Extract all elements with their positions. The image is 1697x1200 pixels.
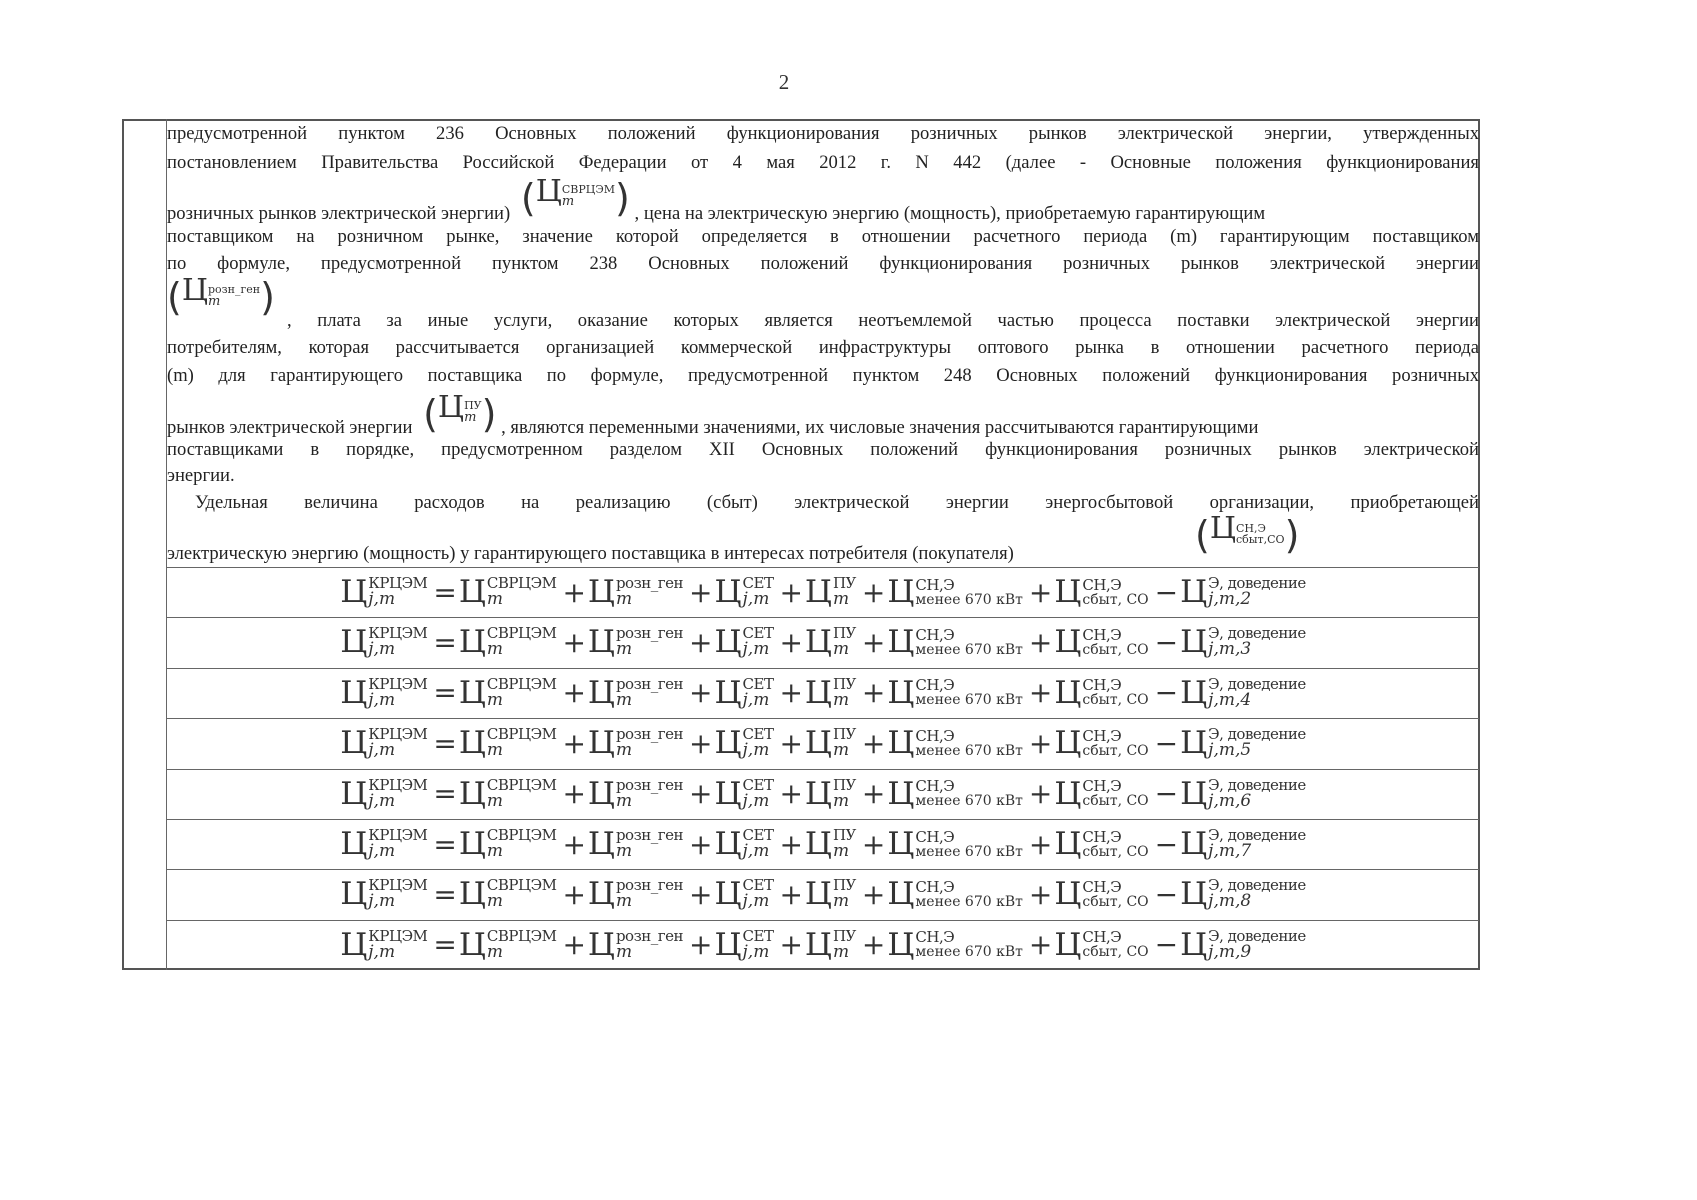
term-set-base: Ц <box>714 926 742 963</box>
term-set-sub: j,m <box>742 941 770 962</box>
term-set-base: Ц <box>714 674 742 711</box>
term-pu-sub: m <box>832 941 850 962</box>
text-line-9-part-b: , являются переменными значениями, их числовые значения рассчитываются гарантирующими <box>501 417 1259 438</box>
lhs-sub: j,m <box>368 689 396 710</box>
term-dovedenie-sup: Э, доведение <box>1208 775 1306 794</box>
plus-sign: + <box>779 777 803 811</box>
term-pu-sub: m <box>832 790 850 811</box>
term-set-sub: j,m <box>742 790 770 811</box>
plus-sign: + <box>689 575 713 609</box>
term-rozn-gen-sup: розн_ген <box>615 624 683 643</box>
lhs-base: Ц <box>340 725 368 762</box>
term-sn-670-base: Ц <box>887 826 915 862</box>
term-svrcem-base: Ц <box>458 574 486 610</box>
plus-sign: + <box>1028 625 1053 659</box>
term-pu-base: Ц <box>804 624 832 661</box>
term-rozn-gen-sub: m <box>615 790 633 811</box>
equals-sign: = <box>433 827 457 861</box>
formula-row-7 <box>167 869 1479 918</box>
term-sn-sbyt-base: Ц <box>1054 775 1082 812</box>
text-line-12: Удельная величина расходов на реализацию (сбыт) электрической энергии энергосбытовой организации, приобретающей <box>195 492 1479 513</box>
plus-sign: + <box>779 676 803 710</box>
formula <box>340 675 1306 711</box>
text-line-3-part-b: , цена на электрическую энергию (мощность), приобретаемую гарантирующим <box>634 203 1266 224</box>
formula-row-5 <box>167 769 1479 818</box>
lhs-sup: КРЦЭМ <box>368 775 428 794</box>
plus-sign: + <box>689 625 713 659</box>
term-svrcem-base: Ц <box>458 775 486 812</box>
term-dovedenie-base: Ц <box>1180 876 1208 913</box>
term-pu-sub: m <box>832 589 850 609</box>
term-dovedenie-sub: j,m,8 <box>1208 891 1252 912</box>
term-set-sup: СЕТ <box>742 725 774 744</box>
term-set-base: Ц <box>714 826 742 862</box>
explanatory-text-cell <box>167 121 1479 567</box>
minus-sign: − <box>1154 827 1179 861</box>
lhs-sup: КРЦЭМ <box>368 624 428 643</box>
term-svrcem-base: Ц <box>458 624 486 661</box>
term-pu-sup: ПУ <box>832 574 856 592</box>
term-pu-sup: ПУ <box>832 775 856 794</box>
term-rozn-gen-sup: розн_ген <box>615 926 683 945</box>
term-set-base: Ц <box>714 624 742 661</box>
term-sn-sbyt-sup: СН,Э <box>1082 676 1122 695</box>
plus-sign: + <box>562 777 586 811</box>
term-svrcem-base: Ц <box>458 826 486 862</box>
plus-sign: + <box>1028 777 1053 811</box>
lhs-sup: КРЦЭМ <box>368 725 428 744</box>
term-rozn-gen-sub: m <box>615 589 633 609</box>
plus-sign: + <box>779 575 803 609</box>
plus-sign: + <box>1028 928 1053 962</box>
term-pu-base: Ц <box>804 725 832 762</box>
lhs-base: Ц <box>340 826 368 862</box>
plus-sign: + <box>779 877 803 911</box>
term-sn-670-sub: менее 670 кВт <box>915 742 1023 759</box>
formula <box>340 826 1306 862</box>
term-rozn-gen-sup: розн_ген <box>615 674 683 693</box>
term-dovedenie-sub: j,m,7 <box>1208 841 1252 861</box>
plus-sign: + <box>562 676 586 710</box>
minus-sign: − <box>1154 877 1179 911</box>
plus-sign: + <box>689 928 713 962</box>
minus-sign: − <box>1154 777 1179 811</box>
term-rozn-gen-sup: розн_ген <box>615 826 683 844</box>
equals-sign: = <box>433 676 457 710</box>
term-pu-base: Ц <box>804 574 832 610</box>
text-line-10: поставщиками в порядке, предусмотренном разделом XII Основных положений функционирования розничных рынков электрической <box>167 439 1479 460</box>
term-set-sub: j,m <box>742 589 770 609</box>
term-set-sup: СЕТ <box>742 826 774 844</box>
term-sn-670-sup: СН,Э <box>915 777 955 796</box>
lhs-sup: КРЦЭМ <box>368 574 428 592</box>
term-set-sup: СЕТ <box>742 674 774 693</box>
term-set-sup: СЕТ <box>742 876 774 895</box>
term-sn-sbyt-base: Ц <box>1054 574 1082 610</box>
plus-sign: + <box>689 676 713 710</box>
term-sn-670-base: Ц <box>887 674 915 711</box>
plus-sign: + <box>779 625 803 659</box>
term-rozn-gen-sup: розн_ген <box>615 574 683 592</box>
plus-sign: + <box>861 575 886 609</box>
term-rozn-gen-sub: m <box>615 891 633 912</box>
term-rozn-gen-sup: розн_ген <box>615 725 683 744</box>
plus-sign: + <box>779 928 803 962</box>
term-sn-670-base: Ц <box>887 775 915 812</box>
term-dovedenie-sub: j,m,3 <box>1208 639 1252 660</box>
lhs-sub: j,m <box>368 589 396 609</box>
text-line-11: энергии. <box>167 465 235 486</box>
term-set-sub: j,m <box>742 639 770 660</box>
plus-sign: + <box>562 877 586 911</box>
lhs-base: Ц <box>340 876 368 913</box>
term-dovedenie-sub: j,m,4 <box>1208 689 1252 710</box>
term-dovedenie-sup: Э, доведение <box>1208 826 1306 844</box>
plus-sign: + <box>861 625 886 659</box>
term-pu-base: Ц <box>804 826 832 862</box>
term-set-base: Ц <box>714 775 742 812</box>
term-sn-670-sub: менее 670 кВт <box>915 893 1023 910</box>
text-line-7: потребителям, которая рассчитывается организацией коммерческой инфраструктуры оптового рынка в отношении расчетного периода <box>167 337 1479 358</box>
term-svrcem-sup: СВРЦЭМ <box>486 826 557 844</box>
plus-sign: + <box>562 726 586 760</box>
term-svrcem-base: Ц <box>458 674 486 711</box>
term-svrcem-sub: m <box>486 740 504 761</box>
term-dovedenie-base: Ц <box>1180 624 1208 661</box>
term-rozn-gen-base: Ц <box>587 775 615 812</box>
term-sn-670-sub: менее 670 кВт <box>915 944 1023 961</box>
term-sn-sbyt-sup: СН,Э <box>1082 625 1122 644</box>
term-sn-sbyt-base: Ц <box>1054 876 1082 913</box>
term-sn-670-sup: СН,Э <box>915 726 955 745</box>
term-pu-sub: m <box>832 841 850 861</box>
term-sn-670-base: Ц <box>887 926 915 963</box>
plus-sign: + <box>562 928 586 962</box>
term-dovedenie-sup: Э, доведение <box>1208 725 1306 744</box>
term-rozn-gen-sub: m <box>615 689 633 710</box>
plus-sign: + <box>861 726 886 760</box>
term-svrcem-sup: СВРЦЭМ <box>486 574 557 592</box>
term-sn-sbyt-sup: СН,Э <box>1082 877 1122 896</box>
term-pu-sub: m <box>832 639 850 660</box>
equals-sign: = <box>433 877 457 911</box>
text-line-2: постановлением Правительства Российской Федерации от 4 мая 2012 г. N 442 (далее - Основные положения функционирования <box>167 152 1479 173</box>
term-sn-sbyt-base: Ц <box>1054 725 1082 762</box>
term-pu-sup: ПУ <box>832 826 856 844</box>
term-sn-670-base: Ц <box>887 624 915 661</box>
equals-sign: = <box>433 726 457 760</box>
term-sn-sbyt-sub: сбыт, СО <box>1082 793 1149 810</box>
lhs-sub: j,m <box>368 891 396 912</box>
term-dovedenie-sub: j,m,6 <box>1208 790 1252 811</box>
lhs-base: Ц <box>340 775 368 812</box>
term-svrcem-sub: m <box>486 639 504 660</box>
term-set-sup: СЕТ <box>742 775 774 794</box>
term-svrcem-sub: m <box>486 689 504 710</box>
lhs-sub: j,m <box>368 941 396 962</box>
lhs-sup: КРЦЭМ <box>368 674 428 693</box>
term-rozn-gen-base: Ц <box>587 574 615 610</box>
term-dovedenie-sub: j,m,9 <box>1208 941 1252 962</box>
page-number: 2 <box>778 70 790 94</box>
term-dovedenie-sup: Э, доведение <box>1208 674 1306 693</box>
term-sn-sbyt-sup: СН,Э <box>1082 827 1122 846</box>
equals-sign: = <box>433 575 457 609</box>
plus-sign: + <box>689 777 713 811</box>
term-sn-sbyt-base: Ц <box>1054 624 1082 661</box>
term-set-sub: j,m <box>742 689 770 710</box>
term-pu-base: Ц <box>804 876 832 913</box>
term-svrcem-sup: СВРЦЭМ <box>486 674 557 693</box>
term-set-base: Ц <box>714 876 742 913</box>
term-sn-sbyt-sub: сбыт, СО <box>1082 843 1149 860</box>
lhs-sup: КРЦЭМ <box>368 826 428 844</box>
formula <box>340 574 1306 610</box>
term-pu-sup: ПУ <box>832 674 856 693</box>
term-set-sub: j,m <box>742 891 770 912</box>
term-sn-sbyt-sub: сбыт, СО <box>1082 893 1149 910</box>
term-set-sup: СЕТ <box>742 926 774 945</box>
formula <box>340 776 1306 812</box>
lhs-base: Ц <box>340 574 368 610</box>
term-svrcem-sup: СВРЦЭМ <box>486 725 557 744</box>
formula-row-1 <box>167 567 1479 616</box>
term-sn-sbyt-sub: сбыт, СО <box>1082 944 1149 961</box>
term-pu-base: Ц <box>804 775 832 812</box>
formula <box>340 725 1306 761</box>
term-set-sub: j,m <box>742 841 770 861</box>
lhs-sub: j,m <box>368 639 396 660</box>
term-sn-sbyt-sup: СН,Э <box>1082 726 1122 745</box>
lhs-sup: КРЦЭМ <box>368 876 428 895</box>
term-set-sup: СЕТ <box>742 574 774 592</box>
term-svrcem-sub: m <box>486 790 504 811</box>
minus-sign: − <box>1154 726 1179 760</box>
term-dovedenie-sub: j,m,5 <box>1208 740 1252 761</box>
term-sn-sbyt-base: Ц <box>1054 674 1082 711</box>
term-svrcem-base: Ц <box>458 876 486 913</box>
equals-sign: = <box>433 625 457 659</box>
term-pu-sup: ПУ <box>832 725 856 744</box>
term-svrcem-sub: m <box>486 941 504 962</box>
term-set-sub: j,m <box>742 740 770 761</box>
formula-row-8 <box>167 920 1479 969</box>
term-rozn-gen-base: Ц <box>587 876 615 913</box>
text-line-4: поставщиком на розничном рынке, значение которой определяется в отношении расчетного периода (m) гарантирующим поставщиком <box>167 226 1479 247</box>
term-dovedenie-base: Ц <box>1180 926 1208 963</box>
term-pu-sup: ПУ <box>832 624 856 643</box>
term-sn-sbyt-sup: СН,Э <box>1082 777 1122 796</box>
plus-sign: + <box>779 726 803 760</box>
formula <box>340 624 1306 660</box>
term-svrcem-base: Ц <box>458 725 486 762</box>
inline-symbol-sn-sbyt: (Ц СН,Э сбыт,СО ) <box>1195 511 1300 557</box>
formula <box>340 876 1306 912</box>
term-sn-sbyt-base: Ц <box>1054 826 1082 862</box>
term-sn-sbyt-sup: СН,Э <box>1082 575 1122 594</box>
term-pu-sub: m <box>832 689 850 710</box>
term-sn-670-sup: СН,Э <box>915 928 955 947</box>
term-dovedenie-sup: Э, доведение <box>1208 926 1306 945</box>
term-sn-670-sub: менее 670 кВт <box>915 843 1023 860</box>
minus-sign: − <box>1154 625 1179 659</box>
term-dovedenie-base: Ц <box>1180 674 1208 711</box>
term-dovedenie-base: Ц <box>1180 574 1208 610</box>
lhs-base: Ц <box>340 926 368 963</box>
term-rozn-gen-base: Ц <box>587 826 615 862</box>
term-sn-670-sub: менее 670 кВт <box>915 591 1023 608</box>
term-rozn-gen-base: Ц <box>587 725 615 762</box>
inline-symbol-pu: (Ц ПУ m ) <box>423 390 497 436</box>
term-rozn-gen-sub: m <box>615 740 633 761</box>
equals-sign: = <box>433 777 457 811</box>
term-rozn-gen-sub: m <box>615 941 633 962</box>
formula-row-3 <box>167 668 1479 717</box>
formula-row-4 <box>167 718 1479 767</box>
plus-sign: + <box>861 928 886 962</box>
term-dovedenie-base: Ц <box>1180 775 1208 812</box>
plus-sign: + <box>562 575 586 609</box>
plus-sign: + <box>689 827 713 861</box>
lhs-sub: j,m <box>368 740 396 761</box>
term-rozn-gen-sup: розн_ген <box>615 775 683 794</box>
plus-sign: + <box>779 827 803 861</box>
plus-sign: + <box>861 676 886 710</box>
lhs-sub: j,m <box>368 790 396 811</box>
term-sn-670-sup: СН,Э <box>915 575 955 594</box>
plus-sign: + <box>689 726 713 760</box>
term-pu-sup: ПУ <box>832 926 856 945</box>
plus-sign: + <box>1028 676 1053 710</box>
term-dovedenie-base: Ц <box>1180 725 1208 762</box>
term-dovedenie-sub: j,m,2 <box>1208 589 1252 609</box>
text-line-1: предусмотренной пунктом 236 Основных положений функционирования розничных рынков электрической энергии, утвержденных <box>167 123 1479 144</box>
term-sn-670-sup: СН,Э <box>915 625 955 644</box>
term-svrcem-sub: m <box>486 589 504 609</box>
term-dovedenie-sup: Э, доведение <box>1208 624 1306 643</box>
term-pu-base: Ц <box>804 674 832 711</box>
term-sn-670-base: Ц <box>887 725 915 762</box>
plus-sign: + <box>562 827 586 861</box>
plus-sign: + <box>1028 726 1053 760</box>
plus-sign: + <box>861 827 886 861</box>
term-dovedenie-base: Ц <box>1180 826 1208 862</box>
plus-sign: + <box>1028 575 1053 609</box>
term-sn-sbyt-sub: сбыт, СО <box>1082 742 1149 759</box>
term-sn-sbyt-sub: сбыт, СО <box>1082 641 1149 658</box>
term-svrcem-sub: m <box>486 841 504 861</box>
term-svrcem-sub: m <box>486 891 504 912</box>
term-set-base: Ц <box>714 725 742 762</box>
lhs-base: Ц <box>340 624 368 661</box>
lhs-sup: КРЦЭМ <box>368 926 428 945</box>
term-rozn-gen-base: Ц <box>587 926 615 963</box>
term-sn-670-sub: менее 670 кВт <box>915 641 1023 658</box>
term-sn-sbyt-sub: сбыт, СО <box>1082 692 1149 709</box>
term-set-sup: СЕТ <box>742 624 774 643</box>
term-sn-sbyt-sup: СН,Э <box>1082 928 1122 947</box>
text-line-3-part-a: розничных рынков электрической энергии) <box>167 203 511 224</box>
plus-sign: + <box>861 777 886 811</box>
term-sn-670-sup: СН,Э <box>915 676 955 695</box>
term-rozn-gen-sup: розн_ген <box>615 876 683 895</box>
plus-sign: + <box>861 877 886 911</box>
plus-sign: + <box>1028 877 1053 911</box>
term-svrcem-sup: СВРЦЭМ <box>486 624 557 643</box>
plus-sign: + <box>562 625 586 659</box>
term-sn-670-base: Ц <box>887 574 915 610</box>
term-set-base: Ц <box>714 574 742 610</box>
plus-sign: + <box>1028 827 1053 861</box>
term-rozn-gen-sub: m <box>615 841 633 861</box>
term-sn-670-sup: СН,Э <box>915 827 955 846</box>
text-line-8: (m) для гарантирующего поставщика по формуле, предусмотренной пунктом 248 Основных положений функционирования розничных <box>167 365 1479 386</box>
term-sn-sbyt-sub: сбыт, СО <box>1082 591 1149 608</box>
term-sn-670-sub: менее 670 кВт <box>915 793 1023 810</box>
term-svrcem-sup: СВРЦЭМ <box>486 876 557 895</box>
term-sn-sbyt-base: Ц <box>1054 926 1082 963</box>
term-sn-670-base: Ц <box>887 876 915 913</box>
lhs-sub: j,m <box>368 841 396 861</box>
term-pu-base: Ц <box>804 926 832 963</box>
formula <box>340 927 1306 963</box>
term-pu-sub: m <box>832 891 850 912</box>
term-svrcem-sup: СВРЦЭМ <box>486 775 557 794</box>
text-line-13: электрическую энергию (мощность) у гарантирующего поставщика в интересах потребителя (покупателя) <box>167 543 1014 564</box>
text-line-6: , плата за иные услуги, оказание которых является неотъемлемой частью процесса поставки электрической энергии <box>287 310 1479 331</box>
term-pu-sub: m <box>832 740 850 761</box>
minus-sign: − <box>1154 676 1179 710</box>
plus-sign: + <box>689 877 713 911</box>
text-line-9-part-a: рынков электрической энергии <box>167 417 413 438</box>
term-pu-sup: ПУ <box>832 876 856 895</box>
term-svrcem-base: Ц <box>458 926 486 963</box>
term-dovedenie-sup: Э, доведение <box>1208 876 1306 895</box>
minus-sign: − <box>1154 575 1179 609</box>
term-sn-670-sub: менее 670 кВт <box>915 692 1023 709</box>
term-rozn-gen-base: Ц <box>587 624 615 661</box>
term-svrcem-sup: СВРЦЭМ <box>486 926 557 945</box>
formula-row-2 <box>167 617 1479 666</box>
term-rozn-gen-sub: m <box>615 639 633 660</box>
inline-symbol-rozn-gen: (Ц розн_ген m ) <box>167 273 275 319</box>
text-line-5: по формуле, предусмотренной пунктом 238 Основных положений функционирования розничных рынков электрической энергии <box>167 253 1479 274</box>
term-dovedenie-sup: Э, доведение <box>1208 574 1306 592</box>
term-sn-670-sup: СН,Э <box>915 877 955 896</box>
formula-row-6 <box>167 819 1479 868</box>
equals-sign: = <box>433 928 457 962</box>
inline-symbol-svrcem: (Ц СВРЦЭМ m ) <box>520 174 630 220</box>
minus-sign: − <box>1154 928 1179 962</box>
lhs-base: Ц <box>340 674 368 711</box>
term-rozn-gen-base: Ц <box>587 674 615 711</box>
